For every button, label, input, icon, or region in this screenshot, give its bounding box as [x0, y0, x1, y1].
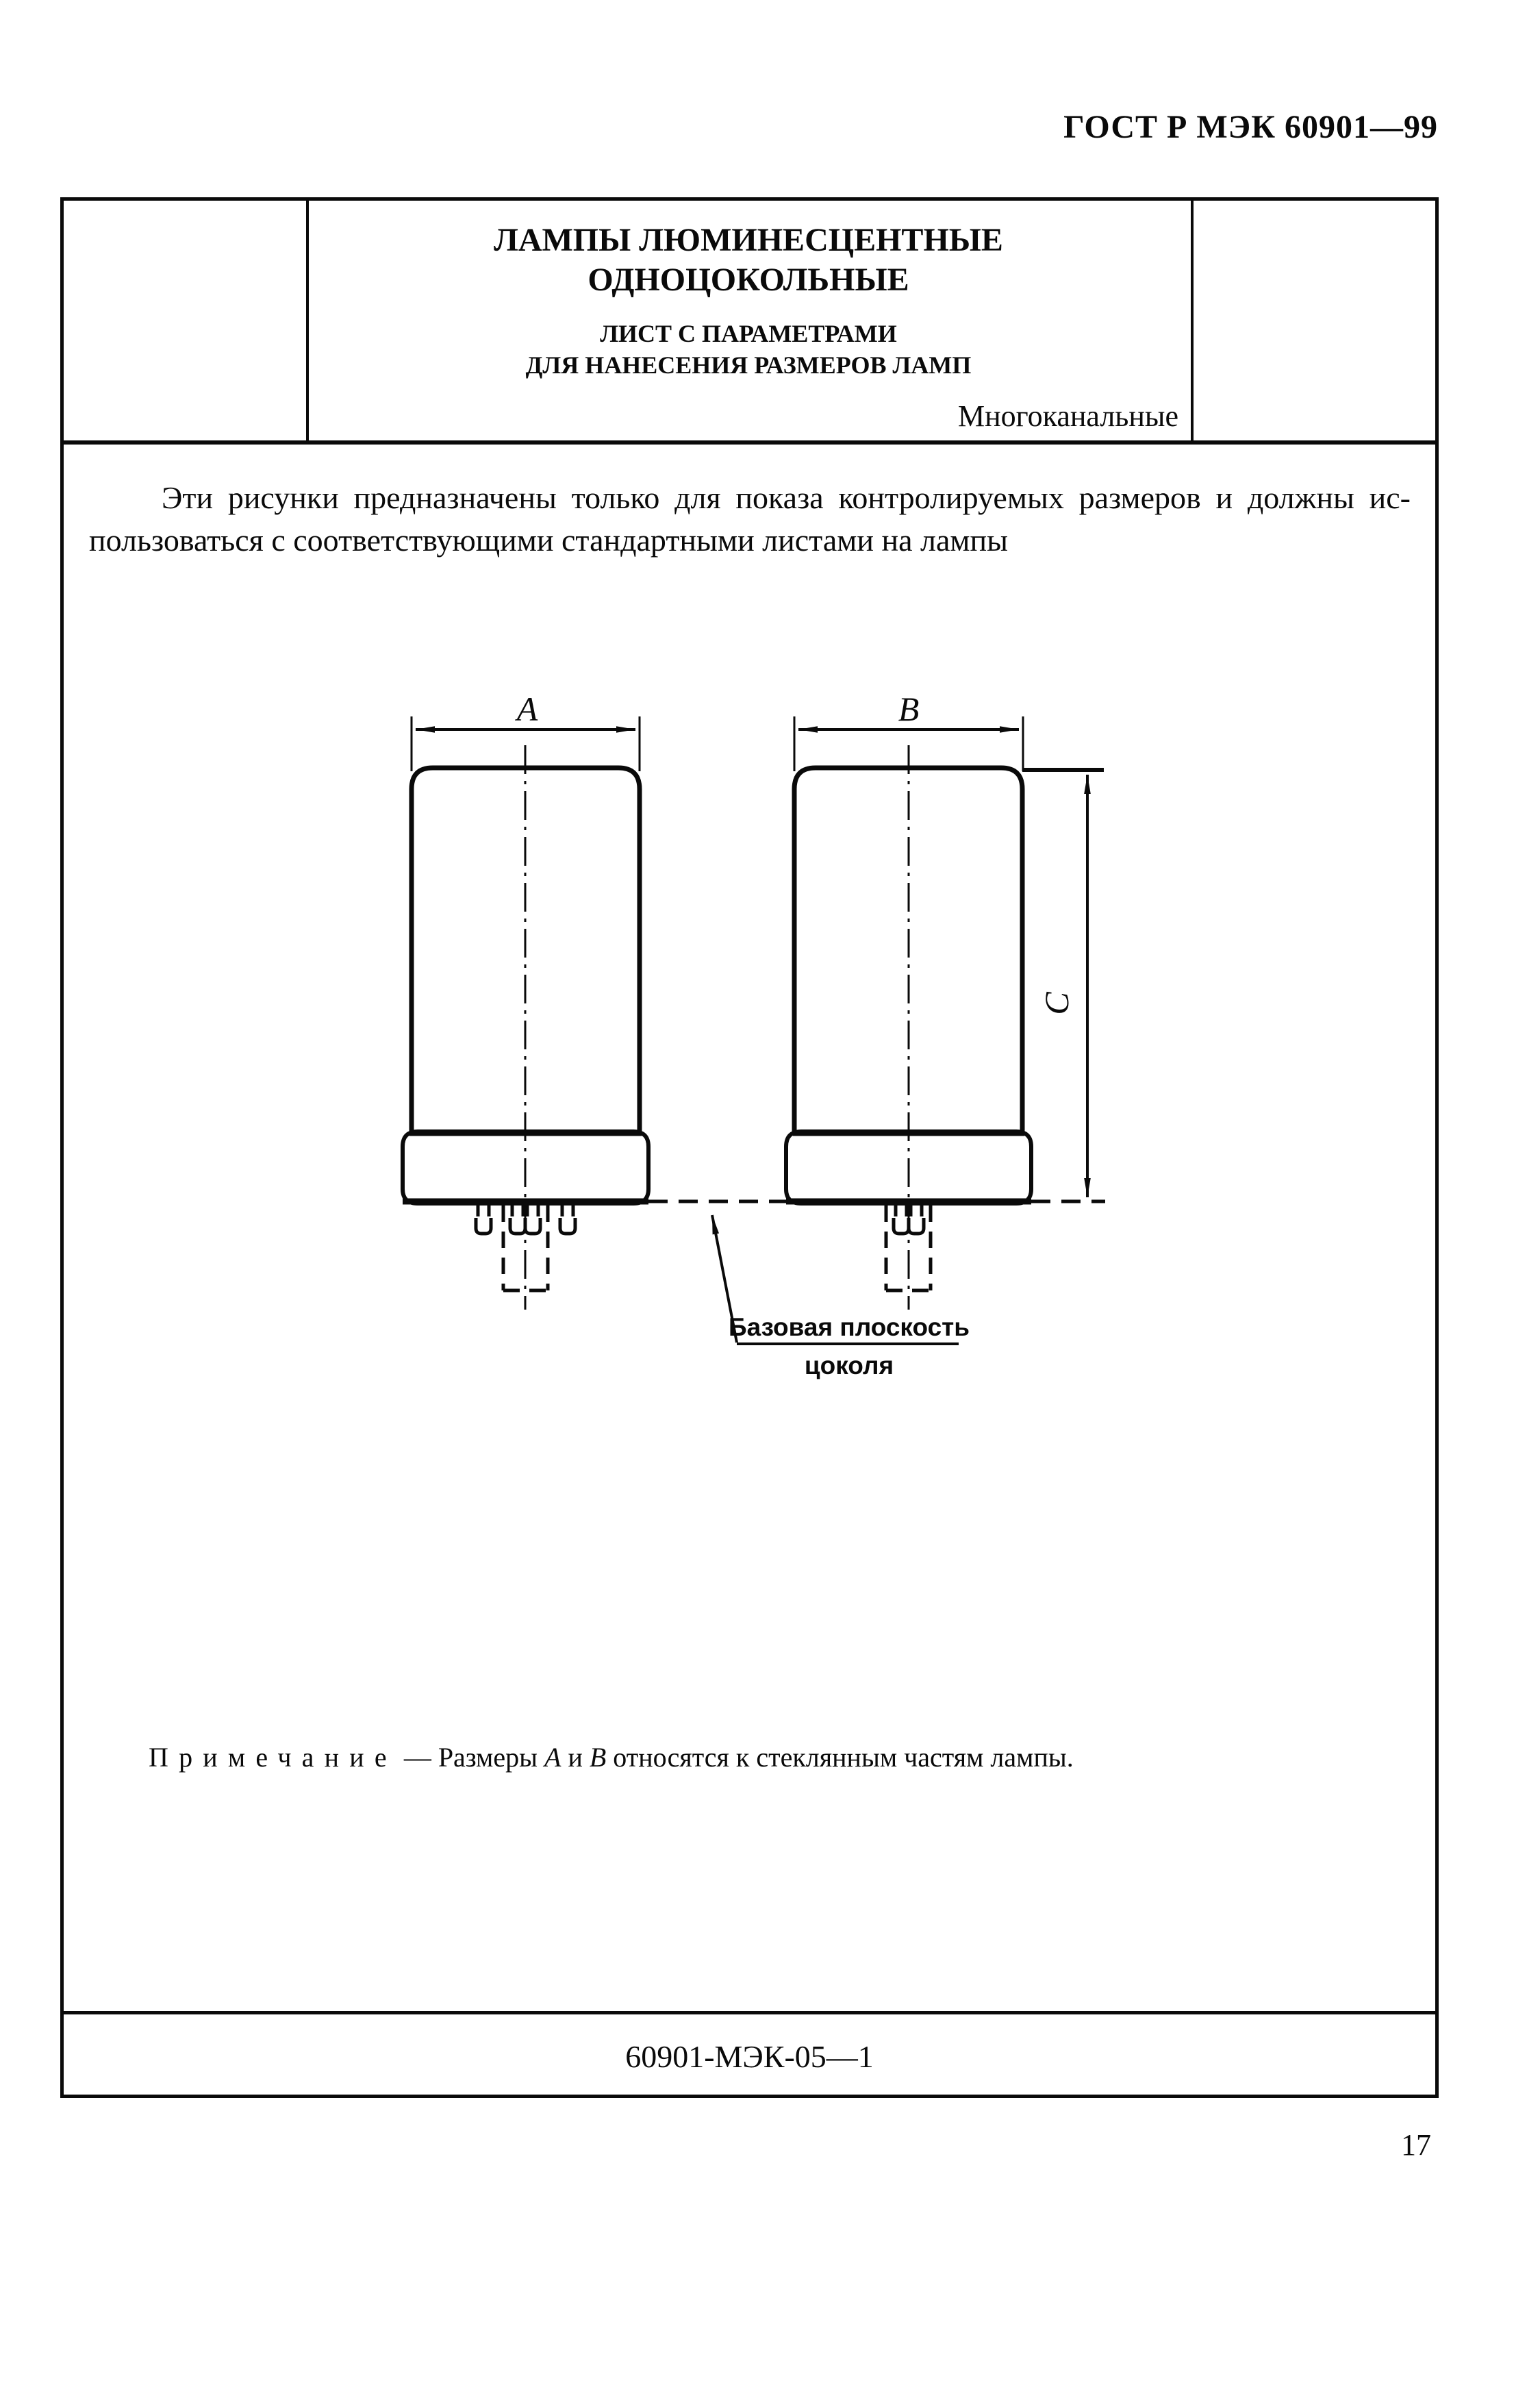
note-dash: —	[403, 1742, 431, 1773]
base-plane-label-line1: Базовая плоскость	[728, 1313, 970, 1341]
lamp-left	[403, 745, 648, 1310]
dimension-c	[1022, 770, 1104, 1197]
title-block-bottom-rule	[60, 440, 1439, 445]
note	[149, 1741, 1450, 1773]
lamp-right	[786, 745, 1031, 1310]
note-label: Примечание	[149, 1742, 397, 1773]
sheet-title-line2: ОДНОЦОКОЛЬНЫЕ	[588, 262, 909, 298]
sheet-subtitle	[306, 318, 1191, 381]
note-conj: и	[568, 1742, 583, 1773]
note-part1: Размеры	[438, 1742, 538, 1773]
page-number: 17	[1401, 2128, 1431, 2162]
note-part2: относятся к стеклянным частям лампы.	[613, 1742, 1074, 1773]
intro-line1: Эти рисунки предназначены только для показа контролируемых размеров и должны ис-	[162, 480, 1411, 515]
title-block-divider-right	[1191, 197, 1194, 444]
lamp-category: Многоканальные	[958, 399, 1178, 433]
sheet-subtitle-line1: ЛИСТ С ПАРАМЕТРАМИ	[600, 320, 897, 347]
note-dim-b: В	[589, 1742, 607, 1773]
lamp-dimension-drawing	[0, 671, 1540, 1425]
note-dim-a: А	[544, 1742, 561, 1773]
sheet-title	[306, 221, 1191, 300]
sheet-subtitle-line2: ДЛЯ НАНЕСЕНИЯ РАЗМЕРОВ ЛАМП	[525, 351, 972, 379]
intro-line2: пользоваться с соответствующими стандартными листами на лампы	[89, 523, 1009, 558]
dim-b-label: B	[898, 690, 920, 728]
base-plane-label-line2: цоколя	[804, 1351, 894, 1379]
sheet-reference: 60901-МЭК-05—1	[625, 2039, 874, 2074]
dim-c-label: C	[1037, 992, 1076, 1015]
standard-reference: ГОСТ Р МЭК 60901—99	[1063, 109, 1438, 145]
intro-paragraph	[89, 477, 1411, 562]
footer-rule	[60, 2011, 1439, 2014]
sheet-title-line1: ЛАМПЫ ЛЮМИНЕСЦЕНТНЫЕ	[494, 222, 1003, 258]
dim-a-label: A	[516, 690, 538, 728]
